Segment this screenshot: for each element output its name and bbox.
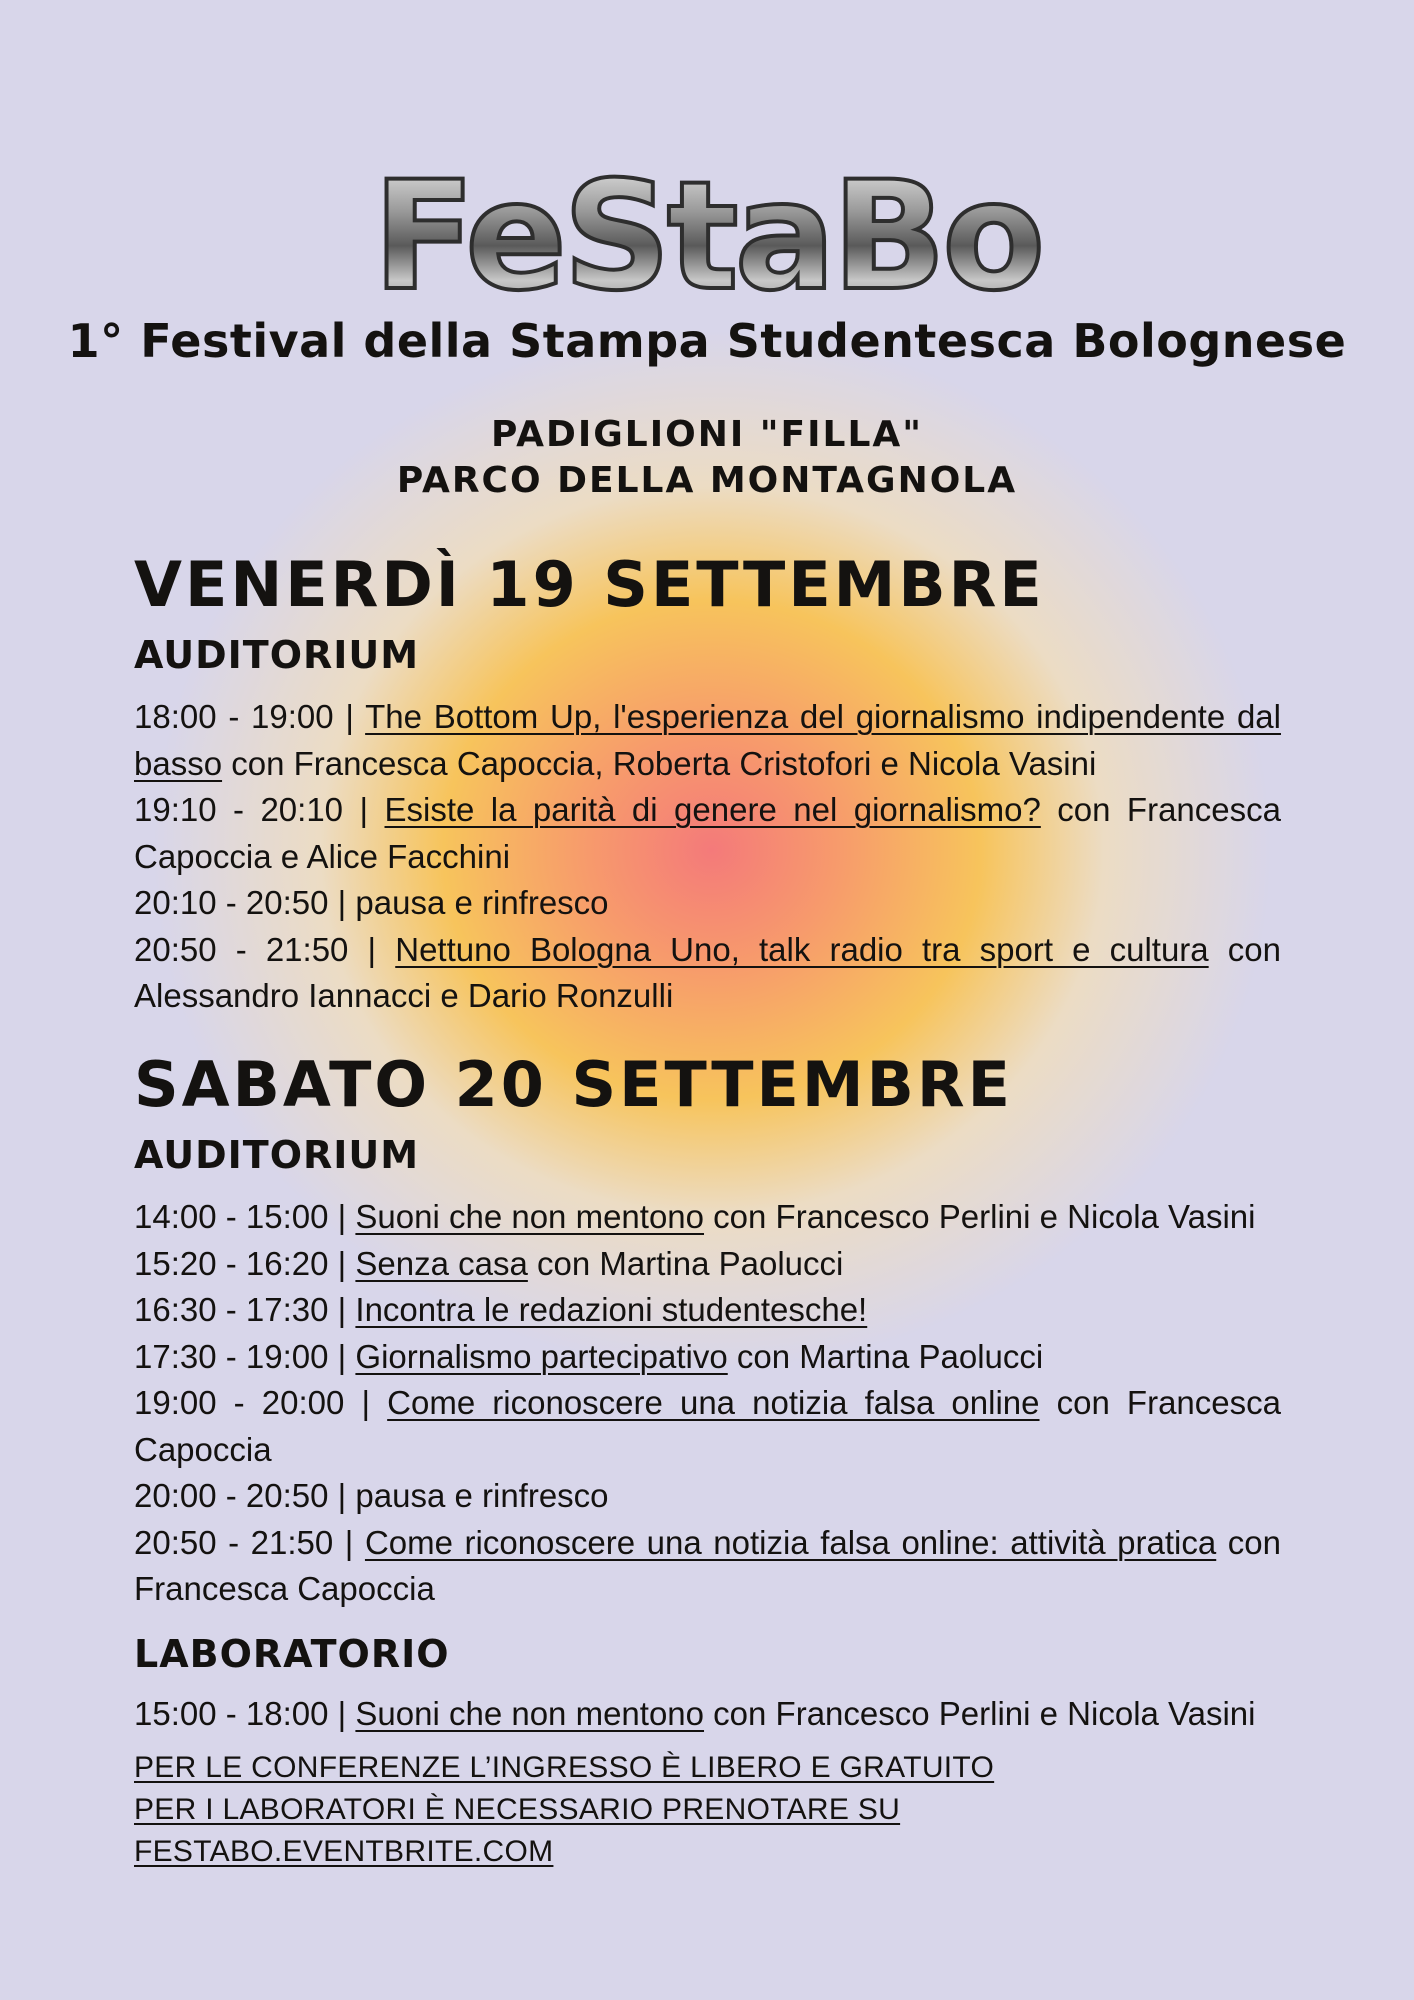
- event-time: 20:10 - 20:50 | pausa e rinfresco: [134, 884, 609, 921]
- event-title-link[interactable]: The Bottom Up, l'esperienza del giornalismo indipendente dal basso: [134, 698, 1281, 782]
- event-item: [134, 1241, 1281, 1288]
- event-item: [134, 880, 1281, 927]
- event-item: [134, 1520, 1281, 1613]
- event-speakers: con Martina Paolucci: [727, 1337, 1044, 1375]
- event-title-link[interactable]: Senza casa: [355, 1244, 528, 1282]
- event-item: [134, 1473, 1281, 1520]
- event-speakers: con Francesca Capoccia e Alice Facchini: [134, 791, 1281, 875]
- note-booking-link[interactable]: PER I LABORATORI È NECESSARIO PRENOTARE SU FESTABO.EVENTBRITE.COM: [134, 1793, 901, 1868]
- section-title: AUDITORIUM: [134, 633, 420, 677]
- day-title: VENERDÌ 19 SETTEMBRE: [134, 548, 1045, 621]
- event-item: [134, 1691, 1281, 1738]
- day-saturday: [134, 1048, 1281, 1873]
- event-time: 19:00 - 20:00 |: [134, 1384, 388, 1421]
- note-free-entry: PER LE CONFERENZE L’INGRESSO È LIBERO E GRATUITO: [134, 1751, 995, 1784]
- event-item: [134, 1287, 1281, 1334]
- event-title-link[interactable]: Come riconoscere una notizia falsa online: attività pratica: [364, 1523, 1217, 1561]
- event-title-link[interactable]: Come riconoscere una notizia falsa online: [387, 1384, 1040, 1421]
- venue-line-1: PADIGLIONI "FILLA": [491, 414, 923, 455]
- event-title-link[interactable]: Nettuno Bologna Uno, talk radio tra sport e cultura: [395, 930, 1209, 968]
- day-title: SABATO 20 SETTEMBRE: [134, 1048, 1013, 1121]
- event-list: [134, 694, 1281, 1020]
- event-speakers: con Francesco Perlini e Nicola Vasini: [704, 1198, 1256, 1235]
- event-speakers: con Alessandro Iannacci e Dario Ronzulli: [134, 930, 1281, 1014]
- event-title-link[interactable]: Esiste la parità di genere nel giornalismo?: [384, 791, 1041, 828]
- event-list: [134, 1194, 1281, 1613]
- festival-subtitle: 1° Festival della Stampa Studentesca Bolognese: [67, 314, 1347, 368]
- event-time: 16:30 - 17:30 |: [134, 1291, 356, 1328]
- event-time: 20:50 - 21:50 |: [134, 1523, 365, 1561]
- event-speakers: con Francesca Capoccia: [134, 1384, 1281, 1468]
- festabo-logo: [0, 148, 1414, 324]
- event-time: 15:00 - 18:00 |: [134, 1694, 356, 1732]
- venue: [0, 412, 1414, 504]
- event-time: 20:00 - 20:50 | pausa e rinfresco: [134, 1477, 609, 1514]
- event-time: 17:30 - 19:00 |: [134, 1337, 356, 1375]
- svg-text:FeStaBo: FeStaBo: [372, 150, 1042, 324]
- event-time: 19:10 - 20:10 |: [134, 791, 385, 828]
- event-item: [134, 1194, 1281, 1241]
- event-speakers: con Martina Paolucci: [527, 1244, 844, 1282]
- notes: [134, 1747, 1281, 1873]
- event-item: [134, 694, 1281, 787]
- event-time: 20:50 - 21:50 |: [134, 930, 396, 968]
- section-title: AUDITORIUM: [134, 1133, 420, 1177]
- event-time: 15:20 - 16:20 |: [134, 1244, 356, 1282]
- day-friday: [134, 548, 1281, 1020]
- event-title-link[interactable]: Suoni che non mentono: [355, 1694, 705, 1732]
- event-speakers: con Francesca Capoccia, Roberta Cristofori e Nicola Vasini: [222, 744, 1097, 782]
- event-title-link[interactable]: Suoni che non mentono: [355, 1198, 705, 1235]
- event-item: [134, 787, 1281, 880]
- section-title: LABORATORIO: [134, 1631, 450, 1676]
- event-speakers: con Francesca Capoccia: [134, 1523, 1281, 1607]
- event-time: 18:00 - 19:00 |: [134, 698, 366, 735]
- event-item: [134, 1380, 1281, 1473]
- event-list: [134, 1691, 1281, 1738]
- event-item: [134, 1334, 1281, 1381]
- event-title-link[interactable]: Incontra le redazioni studentesche!: [355, 1291, 868, 1328]
- event-item: [134, 927, 1281, 1020]
- event-title-link[interactable]: Giornalismo partecipativo: [355, 1337, 728, 1375]
- festabo-logo-image: [372, 148, 1042, 324]
- event-speakers: con Francesco Perlini e Nicola Vasini: [704, 1694, 1256, 1732]
- event-time: 14:00 - 15:00 |: [134, 1198, 356, 1235]
- venue-line-2: PARCO DELLA MONTAGNOLA: [396, 460, 1018, 501]
